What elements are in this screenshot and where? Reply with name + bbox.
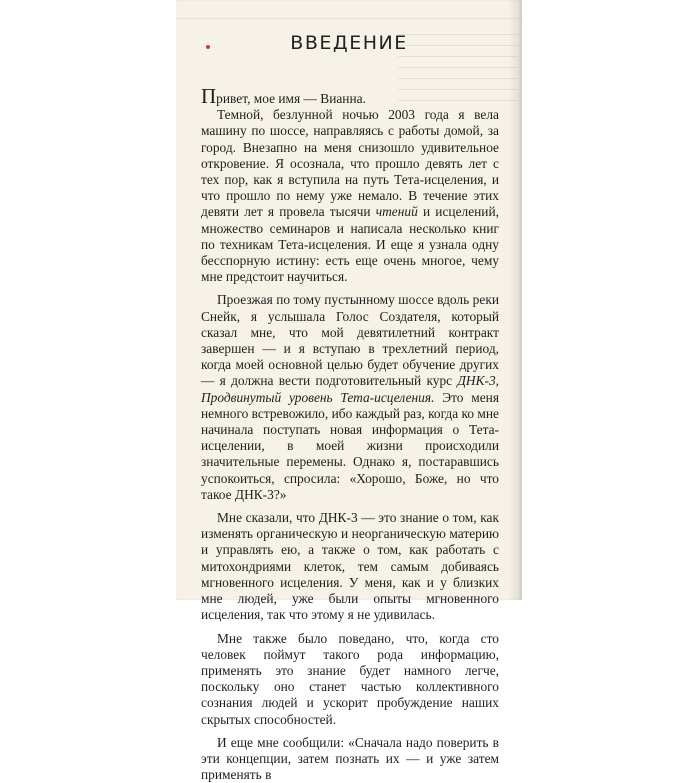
book-page <box>176 0 522 783</box>
paragraph-1 <box>201 107 499 285</box>
paragraph-2-text-a: Проезжая по тому пустынному шоссе вдоль реки Снейк, я услышала Голос Создателя, который сказал мне, что мой девятилетний контракт завершен — и я вступаю в трехлетний период, когда моей основной целью будет обучение других — я должна вести подготовительный курс <box>201 292 499 389</box>
page-edge-shadow <box>508 0 522 600</box>
chapter-body <box>201 84 499 783</box>
chapter-heading: ВВЕДЕНИЕ <box>290 32 408 54</box>
running-header-line <box>176 18 522 19</box>
paragraph-2-emphasis: ДНК-3, Продвинутый уровень Тета-исцеления. <box>201 373 499 405</box>
paragraph-3: Мне сказали, что ДНК-3 — это знание о том, как изменять органическую и неорганическую материю и управлять ею, а также о том, как работать с митохондриями клеток, тем самым добиваясь мгновенного исцеления. У меня, как и у близких мне людей, уже были опыты мгновенного исцеления, так что этому я не удивилась. <box>201 510 499 623</box>
drop-cap: П <box>201 84 217 108</box>
paragraph-1-emphasis: чтений <box>375 204 418 220</box>
intro-paragraph <box>201 84 499 108</box>
intro-text: ривет, мое имя — Вианна. <box>216 91 366 106</box>
paragraph-1-text-a: Темной, безлунной ночью 2003 года я вела машину по шоссе, направляясь с работы домой, за город. Внезапно на меня снизошло удивительное откровение. Я осознала, что прошло девять лет с тех пор, как я вступила на путь Тета-исцеления, и что прошло по нему уже немало. В течение этих девяти лет я провела тысячи <box>201 107 499 220</box>
paragraph-2-text-b: Это меня немного встревожило, ибо каждый раз, когда ко мне начинала поступать новая информация о Тета-исцелении, в моей жизни происходили значительные перемены. Однако я, постаравшись успокоиться, спросила: «Хорошо, Боже, но что такое ДНК-3?» <box>201 389 499 502</box>
paragraph-5: И еще мне сообщили: «Сначала надо поверить в эти концепции, затем познать их — и уже затем применять в <box>201 734 499 783</box>
paragraph-4: Мне также было поведано, что, когда сто человек поймут такого рода информацию, применять это знание будет намного легче, поскольку оно станет частью коллективного сознания людей и ускорит пробуждение наших скрытых способностей. <box>201 630 499 727</box>
paragraph-1-text-b: и исцелений, множество семинаров и написала несколько книг по техникам Тета-исцеления. И еще я узнала одну бесспорную истину: есть еще очень многое, чему мне предстоит научиться. <box>201 204 499 285</box>
paragraph-2 <box>201 292 499 503</box>
